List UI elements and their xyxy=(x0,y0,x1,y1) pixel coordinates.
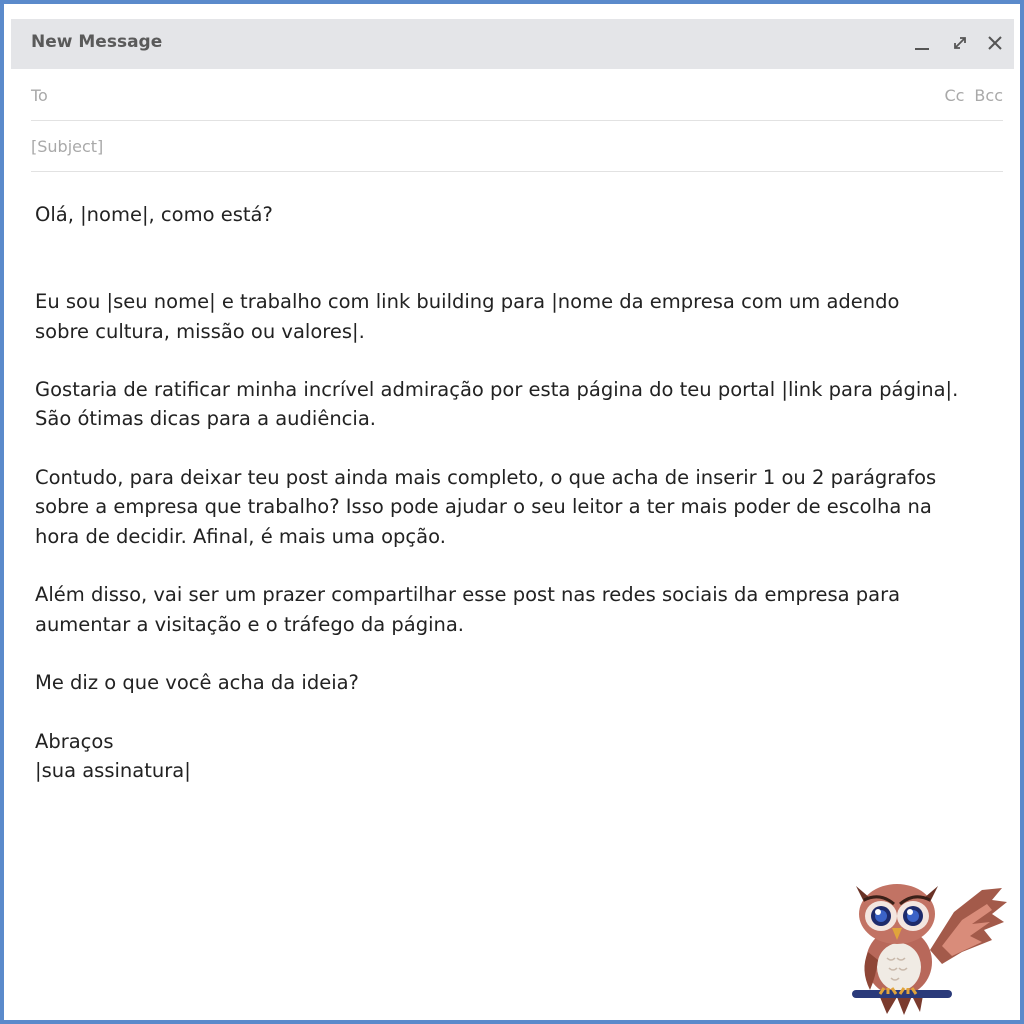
subject-field[interactable] xyxy=(31,121,1003,172)
subject-placeholder: [Subject] xyxy=(31,137,104,156)
message-body[interactable] xyxy=(35,200,995,785)
closing-line: Abraços xyxy=(35,729,114,753)
cc-bcc-links xyxy=(944,86,1003,105)
maximize-button[interactable] xyxy=(945,28,975,58)
paragraph-sharing: Além disso, vai ser um prazer compartilhar esse post nas redes sociais da empresa para aumentar a visitação e o tráfego da página. xyxy=(35,583,901,636)
paragraph-admiration: Gostaria de ratificar minha incrível admiração por esta página do teu portal |link para página|. São ótimas dicas para a audiência. xyxy=(35,378,959,431)
to-field[interactable] xyxy=(31,70,1003,121)
close-button[interactable] xyxy=(980,28,1010,58)
to-placeholder: To xyxy=(31,86,48,105)
paragraph-intro: Eu sou |seu nome| e trabalho com link building para |nome da empresa com um adendo sobre cultura, missão ou valores|. xyxy=(35,290,900,343)
minimize-icon xyxy=(913,34,931,52)
close-icon xyxy=(986,34,1004,52)
window-title: New Message xyxy=(31,32,163,52)
bcc-link[interactable]: Bcc xyxy=(974,86,1003,105)
minimize-button[interactable] xyxy=(907,28,937,58)
question-line: Me diz o que você acha da ideia? xyxy=(35,671,359,695)
owl-mascot-icon xyxy=(842,872,1012,1017)
cc-link[interactable]: Cc xyxy=(944,86,965,105)
paragraph-proposal: Contudo, para deixar teu post ainda mais completo, o que acha de inserir 1 ou 2 parágrafos sobre a empresa que trabalho? Isso pode ajudar o seu leitor a ter mais poder de escolha na hora de decidir. Afinal, é mais uma opção. xyxy=(35,466,937,548)
expand-icon xyxy=(951,34,969,52)
signature-line: |sua assinatura| xyxy=(35,759,191,783)
title-bar xyxy=(11,19,1014,69)
greeting-line: Olá, |nome|, como está? xyxy=(35,203,273,226)
